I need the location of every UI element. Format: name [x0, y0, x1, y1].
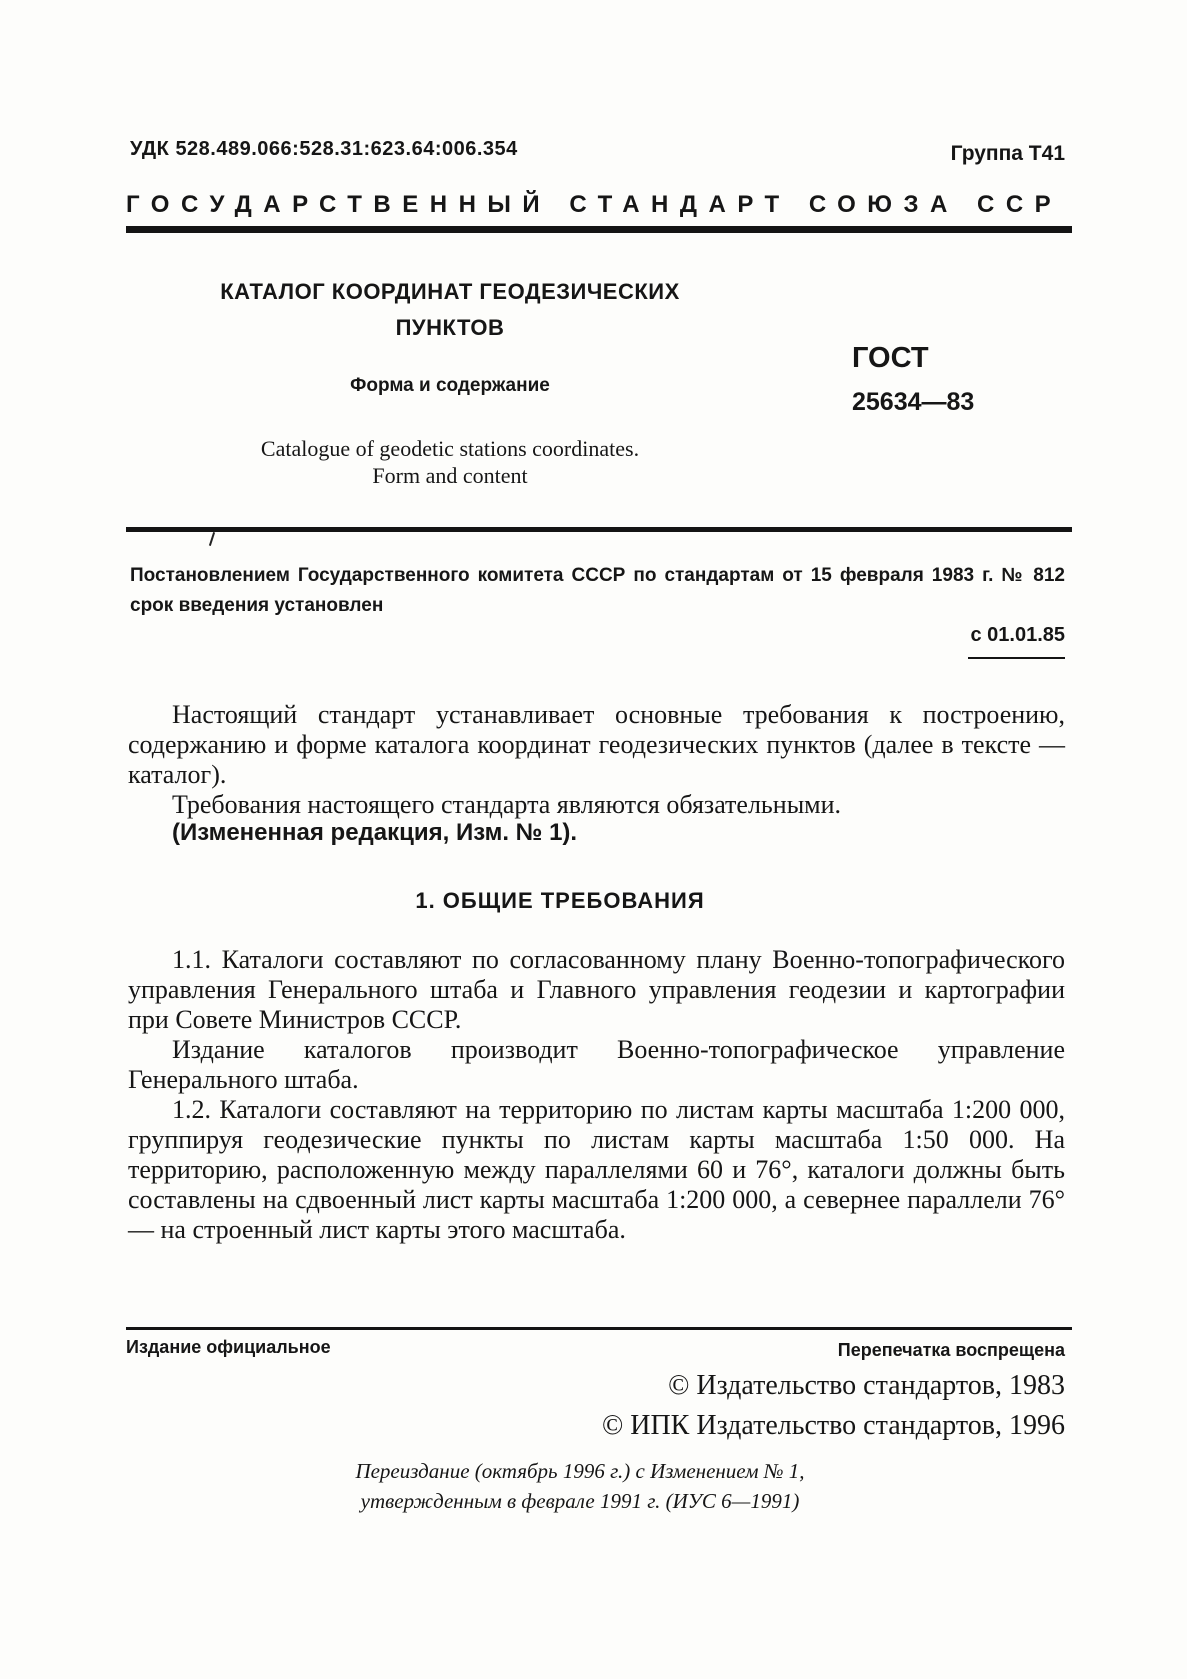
group-code: Группа Т41 [950, 142, 1065, 165]
reprint-line-2: утвержденным в феврале 1991 г. (ИУС 6—1991) [360, 1489, 800, 1513]
document-title [130, 274, 770, 346]
title-line-2: ПУНКТОВ [395, 315, 505, 340]
official-edition: Издание официальное [126, 1337, 331, 1357]
clause-1-1-publication: Издание каталогов производит Военно-топографическое управление Генерального штаба. [128, 1035, 1065, 1094]
stray-mark [209, 532, 215, 546]
document-subtitle: Форма и содержание [350, 375, 550, 396]
gost-number: 25634—83 [852, 388, 975, 416]
section-heading: 1. ОБЩИЕ ТРЕБОВАНИЯ [415, 888, 705, 913]
english-title-line-1: Catalogue of geodetic stations coordinates. [260, 436, 640, 461]
amendment-note: (Измененная редакция, Изм. № 1). [172, 819, 578, 846]
reprint-line-1: Переиздание (октябрь 1996 г.) с Изменением № 1, [355, 1459, 805, 1483]
effective-date: с 01.01.85 [970, 624, 1065, 646]
intro-text [128, 700, 1065, 820]
footer-rule [126, 1327, 1072, 1330]
english-title [130, 435, 770, 489]
clause-1-1: 1.1. Каталоги составляют по согласованному плану Военно-топографического управления Генерального штаба и Главного управления геодезии и картографии при Совете Министров СССР. [128, 945, 1065, 1034]
decree-text: Постановлением Государственного комитета СССР по стандартам от 15 февраля 1983 г. № 812 срок введения установлен [130, 565, 1065, 616]
reprint-note [130, 1456, 1030, 1516]
intro-paragraph-1: Настоящий стандарт устанавливает основные требования к построению, содержанию и форме каталога координат геодезических пунктов (далее в тексте — каталог). [128, 700, 1065, 789]
effective-date-underline [968, 657, 1065, 659]
copyright-1996: © ИПК Издательство стандартов, 1996 [601, 1410, 1065, 1441]
udk-code: УДК 528.489.066:528.31:623.64:006.354 [130, 138, 518, 160]
title-line-1: КАТАЛОГ КООРДИНАТ ГЕОДЕЗИЧЕСКИХ [220, 279, 680, 304]
gost-label: ГОСТ [852, 342, 929, 374]
title-rule [126, 527, 1072, 532]
english-title-line-2: Form and content [372, 463, 528, 488]
section-body [128, 945, 1065, 1245]
state-standard-banner: ГОСУДАРСТВЕННЫЙ СТАНДАРТ СОЮЗА ССР [126, 191, 1063, 218]
clause-1-2: 1.2. Каталоги составляют на территорию по листам карты масштаба 1:200 000, группируя геодезические пункты по листам карты масштаба 1:50 000. На территорию, расположенную между параллелями 60 и 76°, каталоги должны быть составлены на сдвоенный лист карты масштаба 1:200 000, а севернее параллели 76° — на строенный лист карты этого масштаба. [128, 1095, 1065, 1244]
header-rule [126, 226, 1072, 233]
copyright-1983: © Издательство стандартов, 1983 [668, 1370, 1065, 1401]
reprint-prohibited: Перепечатка воспрещена [837, 1340, 1065, 1360]
intro-paragraph-2: Требования настоящего стандарта являются обязательными. [172, 790, 842, 819]
